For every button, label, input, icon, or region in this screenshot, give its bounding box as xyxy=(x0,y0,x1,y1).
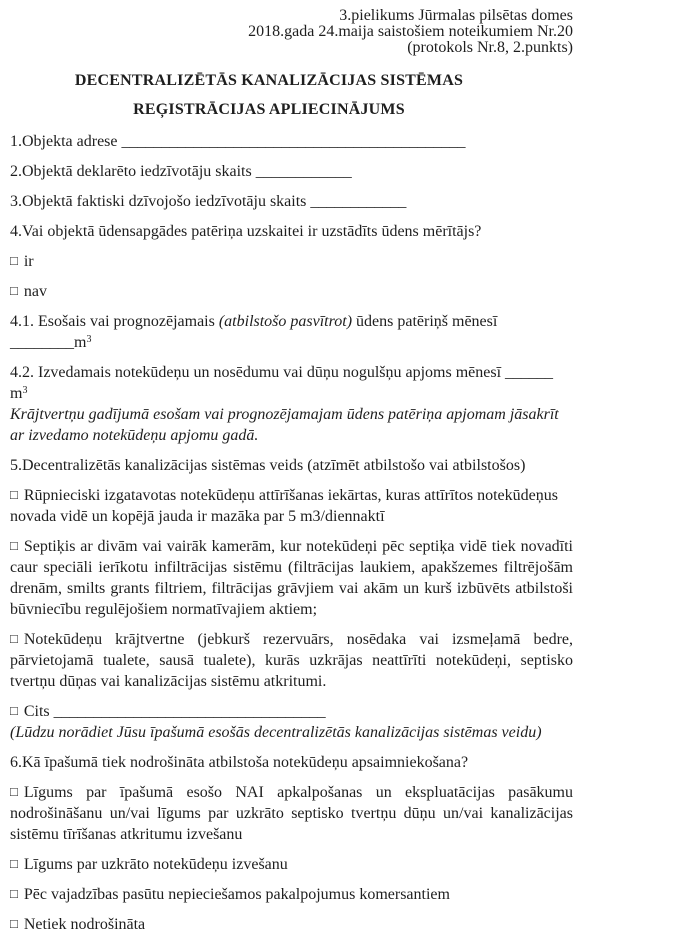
option-other-system xyxy=(10,701,573,722)
field-water-consumption xyxy=(10,311,573,353)
option-not-provided-label: Netiek nodrošināta xyxy=(23,916,146,933)
option-water-meter-yes xyxy=(10,251,573,272)
document-title-line1: DECENTRALIZĒTĀS KANALIZĀCIJAS SISTĒMAS xyxy=(74,72,464,89)
checkbox-icon[interactable]: □ xyxy=(10,487,18,502)
question-wastewater-management: 6.Kā īpašumā tiek nodrošināta atbilstoša notekūdeņu apsaimniekošana? xyxy=(10,754,469,771)
checkbox-icon[interactable]: □ xyxy=(10,631,18,646)
option-on-demand-service-label: Pēc vajadzības pasūtu nepieciešamos pakalpojumus komersantiem xyxy=(23,886,450,903)
other-system-blank[interactable]: __________________________________ xyxy=(53,703,326,720)
option-other-system-label: Cits xyxy=(23,703,54,720)
option-treatment-plant-label: Rūpnieciski izgatavotas notekūdeņu attīrīšanas iekārtas, kuras attīrītos notekūdeņus novada vidē un kopējā jauda ir mazāka par 5 m3/diennaktī xyxy=(10,487,558,525)
option-storage-tank-label: Notekūdeņu krājtvertne (jebkurš rezervuārs, nosēdaka vai izsmeļamā bedre, pārvietojamā tualete, sausā tualete), kurās uzkrājas neattīrīti notekūdeņi, septisko tvertņu dūņas vai kanalizācijas sistēmu atkritumi. xyxy=(10,631,573,690)
wastewater-volume-label: 4.2. Izvedamais notekūdeņu un nosēdumu vai dūņu nogulšņu apjoms mēnesī xyxy=(10,364,506,381)
cubic-meter-exponent: 3 xyxy=(86,334,92,345)
actual-residents-blank[interactable]: ____________ xyxy=(310,193,407,210)
object-address-label: 1.Objekta adrese xyxy=(10,133,122,150)
water-consumption-label-post: ūdens patēriņš mēnesī xyxy=(352,313,498,330)
checkbox-icon[interactable]: □ xyxy=(10,886,18,901)
field-wastewater-volume xyxy=(10,362,573,404)
actual-residents-label: 3.Objektā faktiski dzīvojošo iedzīvotāju skaits xyxy=(10,193,311,210)
question-system-type: 5.Decentralizētās kanalizācijas sistēmas veids (atzīmēt atbilstošo vai atbilstošos) xyxy=(10,457,526,474)
declared-residents-blank[interactable]: ____________ xyxy=(255,163,352,180)
option-septic-tank xyxy=(10,536,573,620)
document-header xyxy=(10,8,573,56)
option-treatment-plant xyxy=(10,485,573,527)
checkbox-icon[interactable]: □ xyxy=(10,283,18,298)
cubic-meter-exponent: 3 xyxy=(22,385,28,396)
field-declared-residents xyxy=(10,161,573,182)
header-annex-line: 3.pielikums Jūrmalas pilsētas domes xyxy=(339,7,573,24)
field-object-address xyxy=(10,131,573,152)
option-water-meter-no-label: nav xyxy=(23,283,47,300)
option-removal-contract xyxy=(10,854,573,875)
option-service-contract-label: Līgums par īpašumā esošo NAI apkalpošanas un ekspluatācijas pasākumu nodrošināšanu un/vai līgums par uzkrāto septisko tvertņu dūņu un/vai kanalizācijas sistēmu tīrīšanas atkritumu izvešanu xyxy=(10,784,573,843)
checkbox-icon[interactable]: □ xyxy=(10,856,18,871)
option-water-meter-yes-label: ir xyxy=(23,253,34,270)
water-consumption-underline-note: (atbilstošo pasvītrot) xyxy=(218,313,353,330)
water-consumption-label-pre: 4.1. Esošais vai prognozējamais xyxy=(10,313,219,330)
question-water-meter: 4.Vai objektā ūdensapgādes patēriņa uzskaitei ir uzstādīts ūdens mērītājs? xyxy=(10,223,482,240)
other-system-note: (Lūdzu norādiet Jūsu īpašumā esošās decentralizētās kanalizācijas sistēmas veidu) xyxy=(10,724,542,741)
checkbox-icon[interactable]: □ xyxy=(10,916,18,931)
object-address-blank[interactable]: ___________________________________________ xyxy=(121,133,466,150)
checkbox-icon[interactable]: □ xyxy=(10,538,18,553)
field-actual-residents xyxy=(10,191,573,212)
checkbox-icon[interactable]: □ xyxy=(10,703,18,718)
option-on-demand-service xyxy=(10,884,573,905)
option-service-contract xyxy=(10,782,573,845)
option-water-meter-no xyxy=(10,281,573,302)
declared-residents-label: 2.Objektā deklarēto iedzīvotāju skaits xyxy=(10,163,256,180)
wastewater-volume-note: Krājtvertņu gadījumā esošam vai prognozējamajam ūdens patēriņa apjomam jāsakrīt ar izvedamo notekūdeņu apjomu gadā. xyxy=(10,406,559,444)
checkbox-icon[interactable]: □ xyxy=(10,253,18,268)
cubic-meter-unit: m xyxy=(10,385,23,402)
water-consumption-blank[interactable]: ________ xyxy=(10,334,74,351)
document-title-line2: REĢISTRĀCIJAS APLIECINĀJUMS xyxy=(133,101,405,118)
header-regulation-line: 2018.gada 24.maija saistošiem noteikumiem Nr.20 xyxy=(248,23,573,40)
option-removal-contract-label: Līgums par uzkrāto notekūdeņu izvešanu xyxy=(23,856,288,873)
cubic-meter-unit: m xyxy=(74,334,87,351)
option-not-provided xyxy=(10,914,573,935)
option-storage-tank xyxy=(10,629,573,692)
wastewater-volume-blank[interactable]: ______ xyxy=(505,364,554,381)
header-protocol-line: (protokols Nr.8, 2.punkts) xyxy=(407,39,573,56)
option-septic-tank-label: Septiķis ar divām vai vairāk kamerām, kur notekūdeņi pēc septiķa vidē tiek novadīti caur speciāli ierīkotu infiltrācijas sistēmu (filtrācijas laukiem, apakšzemes filtrējošām drenām, smilts grants filtriem, filtrācijas grāvjiem vai akām un kurš izbūvēts atbilstoši būvniecību regulējošiem normatīvajiem aktiem; xyxy=(10,538,573,618)
checkbox-icon[interactable]: □ xyxy=(10,784,18,799)
